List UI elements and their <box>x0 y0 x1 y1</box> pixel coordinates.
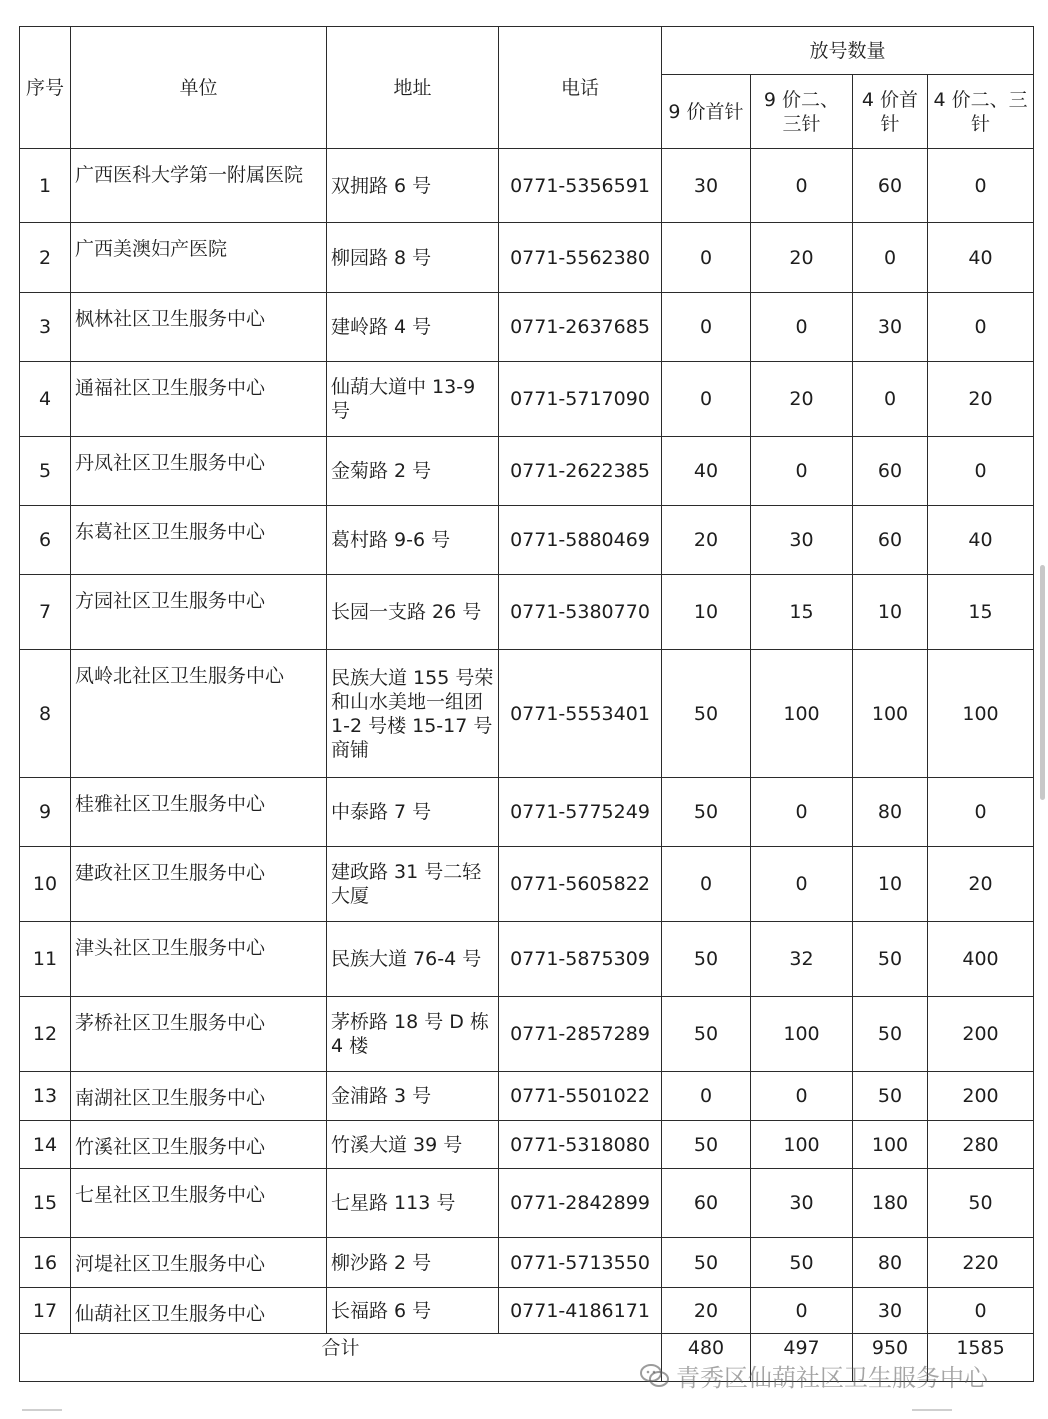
total-value: 1585 <box>928 1334 1034 1382</box>
cell-address: 长福路 6 号 <box>327 1288 499 1334</box>
cell-phone: 0771-5775249 <box>499 778 662 847</box>
table-row <box>20 223 1034 293</box>
cell-address: 葛村路 9-6 号 <box>327 506 499 575</box>
cell-address: 建政路 31 号二轻大厦 <box>327 847 499 922</box>
header-address: 地址 <box>327 27 499 149</box>
cell-unit: 南湖社区卫生服务中心 <box>71 1072 327 1121</box>
cell-quota: 0 <box>751 1288 853 1334</box>
cell-quota: 50 <box>853 1072 928 1121</box>
table-row <box>20 1288 1034 1334</box>
header-seq: 序号 <box>20 27 71 149</box>
cell-quota: 0 <box>662 847 751 922</box>
header-quota-group: 放号数量 <box>662 27 1034 75</box>
cell-phone: 0771-5553401 <box>499 650 662 778</box>
cell-quota: 200 <box>928 997 1034 1072</box>
cell-quota: 0 <box>662 1072 751 1121</box>
cell-address: 民族大道 76-4 号 <box>327 922 499 997</box>
cell-unit: 建政社区卫生服务中心 <box>71 847 327 922</box>
watermark-text: 青秀区仙葫社区卫生服务中心 <box>676 1364 988 1392</box>
cell-quota: 20 <box>751 362 853 437</box>
cell-unit: 东葛社区卫生服务中心 <box>71 506 327 575</box>
cell-quota: 20 <box>662 1288 751 1334</box>
cell-unit: 河堤社区卫生服务中心 <box>71 1238 327 1288</box>
cell-seq: 14 <box>20 1121 71 1169</box>
cell-quota: 100 <box>751 650 853 778</box>
cell-quota: 0 <box>662 223 751 293</box>
cell-unit: 津头社区卫生服务中心 <box>71 922 327 997</box>
cell-phone: 0771-5875309 <box>499 922 662 997</box>
cell-phone: 0771-5562380 <box>499 223 662 293</box>
cell-address: 金浦路 3 号 <box>327 1072 499 1121</box>
watermark <box>640 1358 988 1393</box>
table-row <box>20 847 1034 922</box>
cell-address: 中泰路 7 号 <box>327 778 499 847</box>
cell-seq: 9 <box>20 778 71 847</box>
cell-quota: 50 <box>662 1121 751 1169</box>
cell-unit: 丹凤社区卫生服务中心 <box>71 437 327 506</box>
table-row <box>20 293 1034 362</box>
cell-phone: 0771-2857289 <box>499 997 662 1072</box>
cell-quota: 100 <box>751 997 853 1072</box>
cell-quota: 40 <box>928 223 1034 293</box>
cell-address: 柳沙路 2 号 <box>327 1238 499 1288</box>
cell-quota: 0 <box>928 293 1034 362</box>
table-row <box>20 149 1034 223</box>
cell-seq: 4 <box>20 362 71 437</box>
cell-quota: 15 <box>928 575 1034 650</box>
cell-quota: 10 <box>853 575 928 650</box>
cell-quota: 50 <box>662 778 751 847</box>
header-quota-9-second-third: 9 价二、三针 <box>751 75 853 149</box>
cell-phone: 0771-2637685 <box>499 293 662 362</box>
cell-address: 竹溪大道 39 号 <box>327 1121 499 1169</box>
cell-quota: 0 <box>751 1072 853 1121</box>
cell-phone: 0771-5605822 <box>499 847 662 922</box>
cell-quota: 30 <box>853 1288 928 1334</box>
cell-quota: 280 <box>928 1121 1034 1169</box>
cell-quota: 80 <box>853 1238 928 1288</box>
cell-quota: 220 <box>928 1238 1034 1288</box>
cell-quota: 0 <box>751 437 853 506</box>
cell-phone: 0771-4186171 <box>499 1288 662 1334</box>
cell-phone: 0771-5380770 <box>499 575 662 650</box>
cell-quota: 20 <box>928 362 1034 437</box>
cell-quota: 30 <box>662 149 751 223</box>
table-row <box>20 922 1034 997</box>
cell-quota: 60 <box>853 506 928 575</box>
cell-quota: 0 <box>662 362 751 437</box>
cell-unit: 广西医科大学第一附属医院 <box>71 149 327 223</box>
header-phone: 电话 <box>499 27 662 149</box>
cell-quota: 400 <box>928 922 1034 997</box>
cell-unit: 茅桥社区卫生服务中心 <box>71 997 327 1072</box>
cell-quota: 50 <box>662 922 751 997</box>
cell-phone: 0771-5880469 <box>499 506 662 575</box>
total-label: 合计 <box>20 1334 662 1382</box>
cell-quota: 20 <box>751 223 853 293</box>
cell-seq: 12 <box>20 997 71 1072</box>
cell-seq: 3 <box>20 293 71 362</box>
cell-quota: 80 <box>853 778 928 847</box>
cell-quota: 0 <box>751 778 853 847</box>
cell-address: 建岭路 4 号 <box>327 293 499 362</box>
cell-quota: 100 <box>853 650 928 778</box>
cell-quota: 50 <box>853 997 928 1072</box>
cell-quota: 50 <box>662 997 751 1072</box>
cell-address: 柳园路 8 号 <box>327 223 499 293</box>
table-row <box>20 650 1034 778</box>
cell-quota: 10 <box>853 847 928 922</box>
cell-address: 仙葫大道中 13-9 号 <box>327 362 499 437</box>
cell-seq: 16 <box>20 1238 71 1288</box>
cell-seq: 6 <box>20 506 71 575</box>
corner-mark-right <box>912 1409 952 1411</box>
cell-quota: 0 <box>928 778 1034 847</box>
header-unit: 单位 <box>71 27 327 149</box>
cell-quota: 60 <box>853 437 928 506</box>
cell-seq: 2 <box>20 223 71 293</box>
cell-phone: 0771-2842899 <box>499 1169 662 1238</box>
cell-quota: 32 <box>751 922 853 997</box>
scrollbar[interactable] <box>1040 565 1045 800</box>
cell-quota: 40 <box>928 506 1034 575</box>
cell-quota: 20 <box>662 506 751 575</box>
table-row <box>20 506 1034 575</box>
cell-seq: 11 <box>20 922 71 997</box>
cell-phone: 0771-5717090 <box>499 362 662 437</box>
vaccine-quota-table <box>19 26 1034 1382</box>
cell-unit: 桂雅社区卫生服务中心 <box>71 778 327 847</box>
cell-unit: 广西美澳妇产医院 <box>71 223 327 293</box>
cell-quota: 0 <box>662 293 751 362</box>
cell-phone: 0771-5356591 <box>499 149 662 223</box>
cell-seq: 5 <box>20 437 71 506</box>
cell-quota: 50 <box>751 1238 853 1288</box>
cell-address: 茅桥路 18 号 D 栋 4 楼 <box>327 997 499 1072</box>
cell-quota: 0 <box>928 437 1034 506</box>
cell-quota: 50 <box>662 650 751 778</box>
cell-seq: 7 <box>20 575 71 650</box>
cell-address: 长园一支路 26 号 <box>327 575 499 650</box>
cell-quota: 60 <box>853 149 928 223</box>
cell-quota: 30 <box>853 293 928 362</box>
cell-quota: 0 <box>751 293 853 362</box>
table-row <box>20 362 1034 437</box>
cell-quota: 60 <box>662 1169 751 1238</box>
table-row <box>20 778 1034 847</box>
cell-address: 双拥路 6 号 <box>327 149 499 223</box>
cell-unit: 竹溪社区卫生服务中心 <box>71 1121 327 1169</box>
table-row <box>20 437 1034 506</box>
cell-quota: 20 <box>928 847 1034 922</box>
header-quota-4-second-third: 4 价二、三针 <box>928 75 1034 149</box>
cell-unit: 凤岭北社区卫生服务中心 <box>71 650 327 778</box>
cell-phone: 0771-2622385 <box>499 437 662 506</box>
cell-seq: 1 <box>20 149 71 223</box>
total-value: 480 <box>662 1334 751 1382</box>
cell-quota: 100 <box>751 1121 853 1169</box>
cell-quota: 0 <box>751 149 853 223</box>
cell-unit: 方园社区卫生服务中心 <box>71 575 327 650</box>
cell-phone: 0771-5713550 <box>499 1238 662 1288</box>
cell-address: 民族大道 155 号荣和山水美地一组团 1-2 号楼 15-17 号商铺 <box>327 650 499 778</box>
cell-phone: 0771-5318080 <box>499 1121 662 1169</box>
cell-address: 七星路 113 号 <box>327 1169 499 1238</box>
cell-quota: 0 <box>751 847 853 922</box>
cell-unit: 枫林社区卫生服务中心 <box>71 293 327 362</box>
cell-address: 金菊路 2 号 <box>327 437 499 506</box>
table-row <box>20 1169 1034 1238</box>
cell-unit: 仙葫社区卫生服务中心 <box>71 1288 327 1334</box>
cell-quota: 50 <box>928 1169 1034 1238</box>
table-row <box>20 1121 1034 1169</box>
table-row <box>20 1238 1034 1288</box>
cell-quota: 0 <box>928 149 1034 223</box>
cell-seq: 10 <box>20 847 71 922</box>
header-quota-9-first: 9 价首针 <box>662 75 751 149</box>
cell-quota: 100 <box>853 1121 928 1169</box>
cell-seq: 17 <box>20 1288 71 1334</box>
cell-quota: 40 <box>662 437 751 506</box>
cell-quota: 10 <box>662 575 751 650</box>
cell-quota: 50 <box>662 1238 751 1288</box>
cell-quota: 0 <box>928 1288 1034 1334</box>
total-value: 497 <box>751 1334 853 1382</box>
cell-quota: 30 <box>751 506 853 575</box>
cell-quota: 200 <box>928 1072 1034 1121</box>
cell-quota: 30 <box>751 1169 853 1238</box>
cell-seq: 15 <box>20 1169 71 1238</box>
cell-quota: 50 <box>853 922 928 997</box>
cell-phone: 0771-5501022 <box>499 1072 662 1121</box>
table-row <box>20 1072 1034 1121</box>
cell-quota: 0 <box>853 362 928 437</box>
cell-quota: 15 <box>751 575 853 650</box>
corner-mark-left <box>22 1409 62 1411</box>
total-value: 950 <box>853 1334 928 1382</box>
table-row <box>20 575 1034 650</box>
cell-unit: 通福社区卫生服务中心 <box>71 362 327 437</box>
cell-seq: 13 <box>20 1072 71 1121</box>
table-row <box>20 997 1034 1072</box>
cell-quota: 180 <box>853 1169 928 1238</box>
cell-seq: 8 <box>20 650 71 778</box>
cell-unit: 七星社区卫生服务中心 <box>71 1169 327 1238</box>
cell-quota: 0 <box>853 223 928 293</box>
wechat-icon <box>640 1363 670 1389</box>
cell-quota: 100 <box>928 650 1034 778</box>
header-quota-4-first: 4 价首针 <box>853 75 928 149</box>
